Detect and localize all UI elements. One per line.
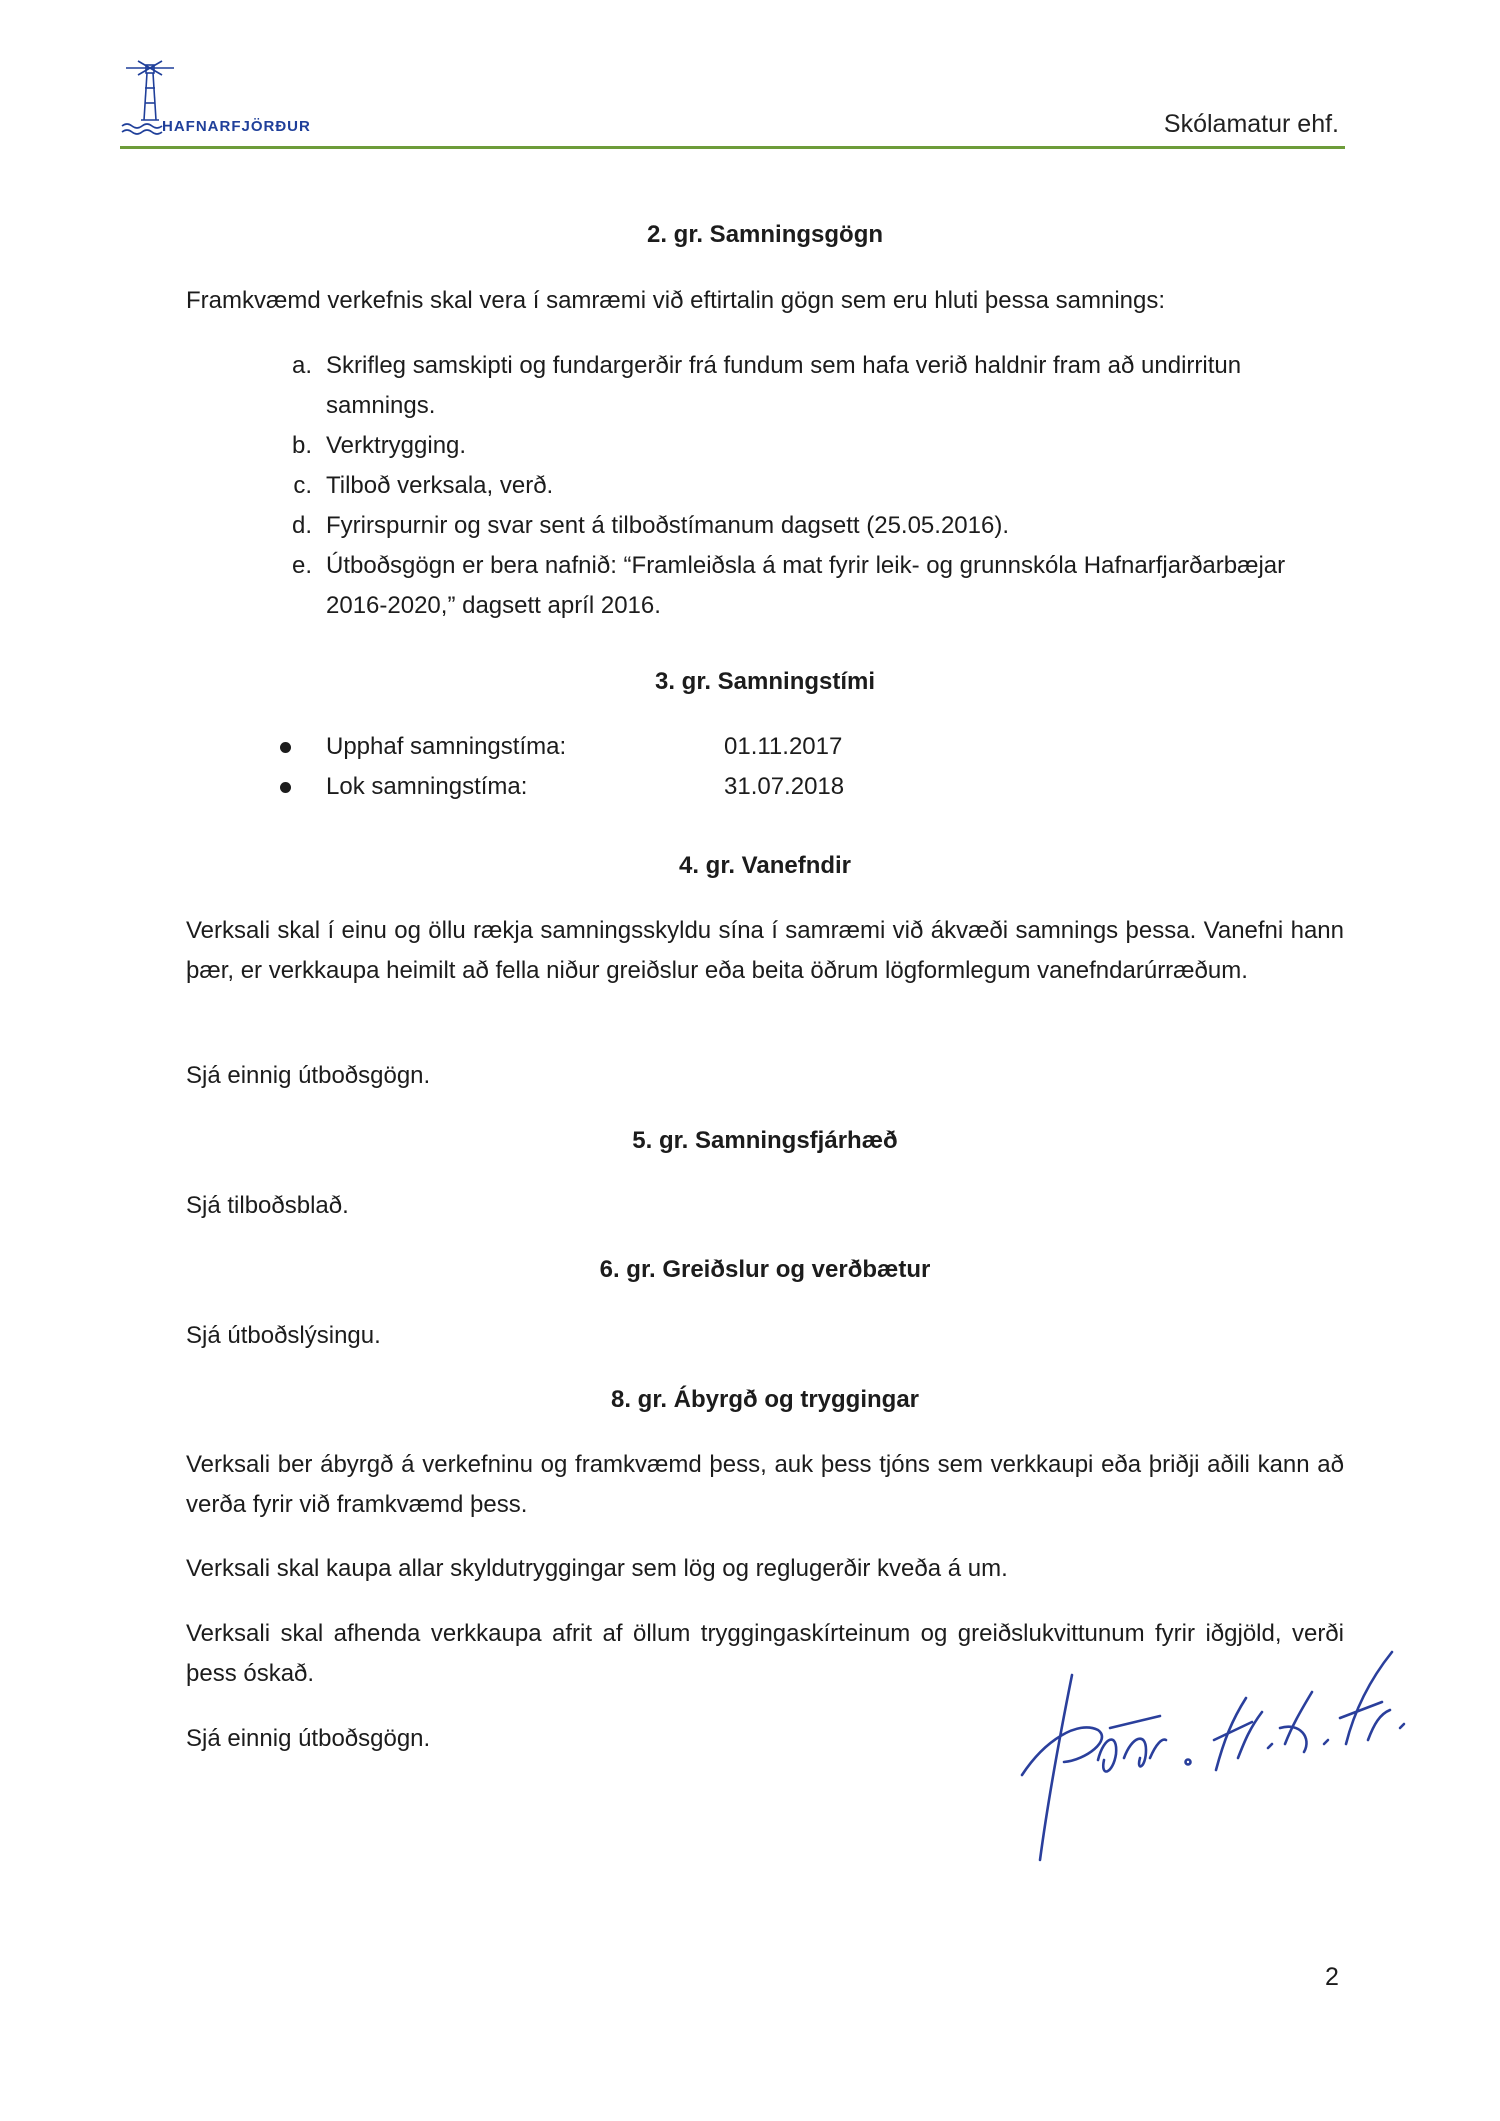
section-8-paragraph-1: Verksali ber ábyrgð á verkefninu og framkvæmd þess, auk þess tjóns sem verkkaupi eða þriðji aðili kann að verða fyrir við framkvæmd þess. <box>186 1451 1344 1518</box>
term-label: Upphaf samningstíma: <box>326 733 567 760</box>
section-4-heading: 4. gr. Vanefndir <box>678 852 852 879</box>
bullet-icon <box>280 782 291 793</box>
section-2-heading: 2. gr. Samningsgögn <box>646 221 884 248</box>
section-3-heading: 3. gr. Samningstími <box>654 668 876 695</box>
section-6-heading: 6. gr. Greiðslur og verðbætur <box>599 1256 931 1283</box>
list-marker: a. <box>291 352 312 379</box>
section-2-intro: Framkvæmd verkefnis skal vera í samræmi við eftirtalin gögn sem eru hluti þessa samnings: <box>186 287 1166 314</box>
page-header <box>120 58 1345 150</box>
list-text: Fyrirspurnir og svar sent á tilboðstímanum dagsett (25.05.2016). <box>326 512 1009 539</box>
list-text: Tilboð verksala, verð. <box>326 472 554 499</box>
section-5-paragraph: Sjá tilboðsblað. <box>186 1192 349 1219</box>
term-label: Lok samningstíma: <box>326 773 528 800</box>
list-text: Skrifleg samskipti og fundargerðir frá fundum sem hafa verið haldnir fram að undirritun samnings. <box>326 352 1242 419</box>
term-date: 31.07.2018 <box>724 773 845 800</box>
header-rule <box>120 146 1345 149</box>
section-8-paragraph-2: Verksali skal kaupa allar skyldutryggingar sem lög og reglugerðir kveða á um. <box>186 1555 1008 1582</box>
company-name: Skólamatur ehf. <box>1163 110 1339 138</box>
list-marker: b. <box>291 432 312 459</box>
section-4-reference: Sjá einnig útboðsgögn. <box>186 1062 431 1089</box>
section-8-heading: 8. gr. Ábyrgð og tryggingar <box>610 1386 920 1413</box>
section-6-paragraph: Sjá útboðslýsingu. <box>186 1322 381 1349</box>
bullet-icon <box>280 742 291 753</box>
term-date: 01.11.2017 <box>724 733 843 760</box>
list-marker: e. <box>291 552 312 579</box>
section-8-paragraph-3: Verksali skal afhenda verkkaupa afrit af öllum tryggingaskírteinum og greiðslukvittunum fyrir iðgjöld, verði þess óskað. <box>186 1620 1344 1687</box>
list-text: Verktrygging. <box>326 432 467 459</box>
handwritten-signature-icon <box>1000 1640 1420 1870</box>
list-text: Útboðsgögn er bera nafnið: “Framleiðsla á mat fyrir leik- og grunnskóla Hafnarfjarðarbæjar 2016-2020,” dagsett apríl 2016. <box>326 552 1286 619</box>
section-8-reference: Sjá einnig útboðsgögn. <box>186 1725 431 1752</box>
list-marker: d. <box>291 512 312 539</box>
section-4-paragraph: Verksali skal í einu og öllu rækja samningsskyldu sína í samræmi við ákvæði samnings þessa. Vanefni hann þær, er verkkaupa heimilt að fella niður greiðslur eða beita öðrum lögformlegum vanefndarúrræðum. <box>186 917 1344 984</box>
municipality-name: HAFNARFJÖRÐUR <box>162 118 311 135</box>
section-5-heading: 5. gr. Samningsfjárhæð <box>632 1127 898 1154</box>
page-number: 2 <box>1325 1963 1339 1991</box>
list-marker: c. <box>293 472 312 499</box>
